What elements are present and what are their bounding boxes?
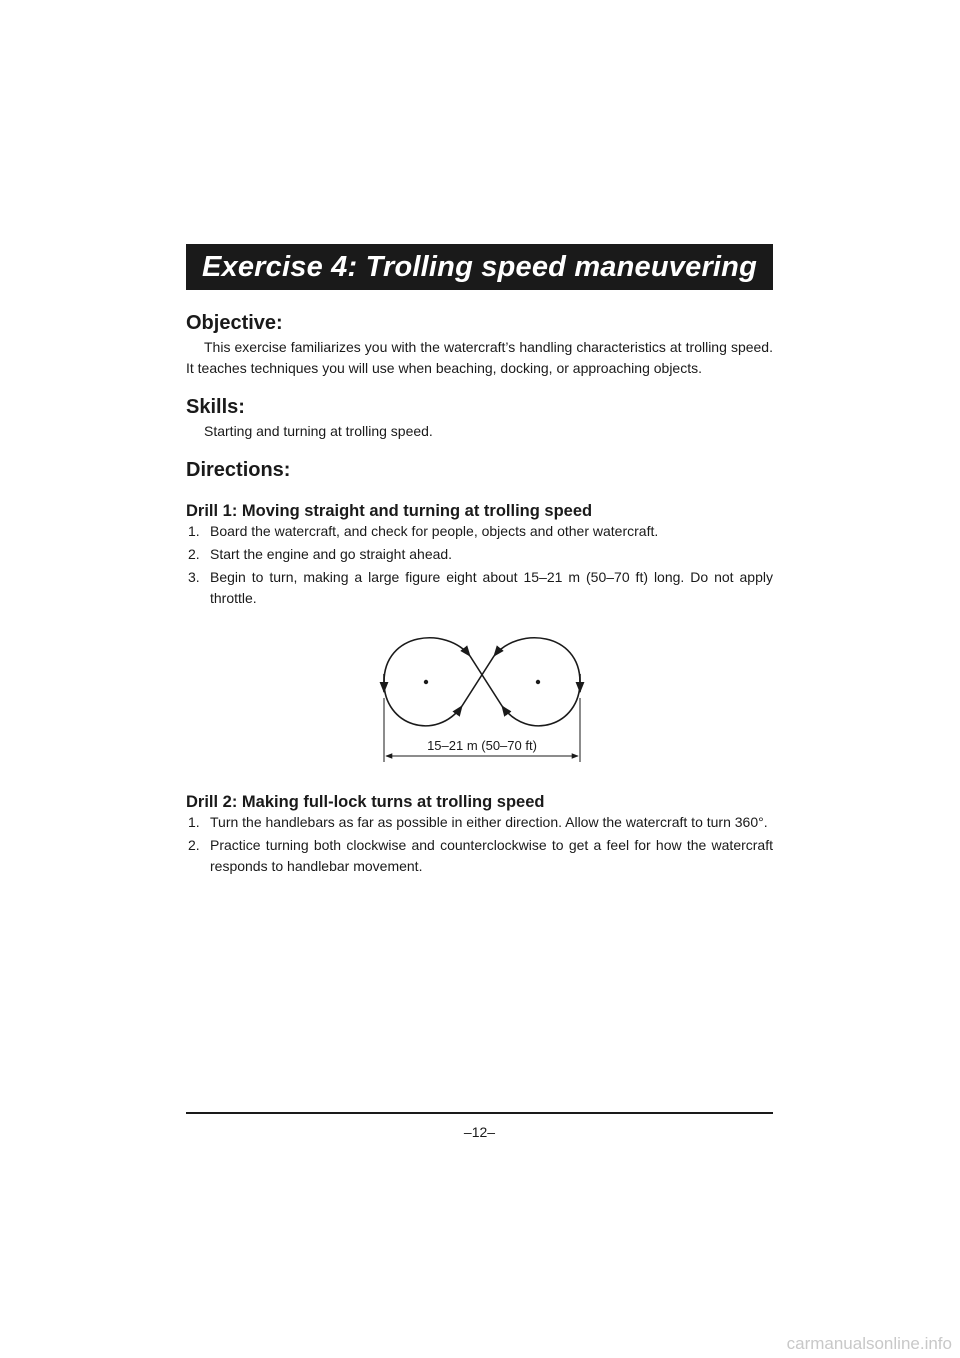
page-title: Exercise 4: Trolling speed maneuvering	[201, 250, 758, 283]
watermark: carmanualsonline.info	[786, 1334, 952, 1353]
list-item	[186, 544, 773, 565]
objective-heading: Objective:	[186, 312, 283, 334]
list-item	[186, 567, 773, 609]
drill1-heading: Drill 1: Moving straight and turning at trolling speed	[186, 502, 593, 520]
drill2-heading: Drill 2: Making full-lock turns at trolling speed	[186, 793, 545, 811]
figure-eight-diagram	[376, 630, 588, 764]
step-text: Begin to turn, making a large figure eight about 15–21 m (50–70 ft) long. Do not apply throttle.	[210, 569, 773, 606]
cross-line-b	[470, 656, 502, 706]
title-banner	[186, 244, 773, 290]
page-number: –12–	[463, 1124, 496, 1140]
step-text: Turn the handlebars as far as possible in either direction. Allow the watercraft to turn 360°.	[210, 814, 768, 830]
list-item	[186, 812, 773, 833]
list-item	[186, 521, 773, 542]
step-number: 3.	[188, 569, 200, 585]
step-number: 1.	[188, 814, 200, 830]
drill1-steps	[186, 521, 773, 611]
step-number: 2.	[188, 546, 200, 562]
directions-heading: Directions:	[186, 459, 291, 481]
cross-line-a	[462, 656, 494, 706]
left-center-dot	[424, 680, 428, 684]
step-text: Practice turning both clockwise and counterclockwise to get a feel for how the watercraft responds to handlebar movement.	[210, 837, 773, 874]
skills-text: Starting and turning at trolling speed.	[204, 423, 433, 439]
right-center-dot	[536, 680, 540, 684]
step-text: Board the watercraft, and check for people, objects and other watercraft.	[210, 523, 659, 539]
dimension-label: 15–21 m (50–70 ft)	[427, 738, 537, 753]
step-number: 2.	[188, 837, 200, 853]
step-number: 1.	[188, 523, 200, 539]
list-item	[186, 835, 773, 877]
drill2-steps	[186, 812, 773, 879]
footer-rule	[186, 1112, 773, 1114]
skills-heading: Skills:	[186, 396, 245, 418]
objective-text: This exercise familiarizes you with the watercraft’s handling characteristics at trolling speed. It teaches techniques you will use when beaching, docking, or approaching objects.	[186, 339, 773, 376]
step-text: Start the engine and go straight ahead.	[210, 546, 453, 562]
